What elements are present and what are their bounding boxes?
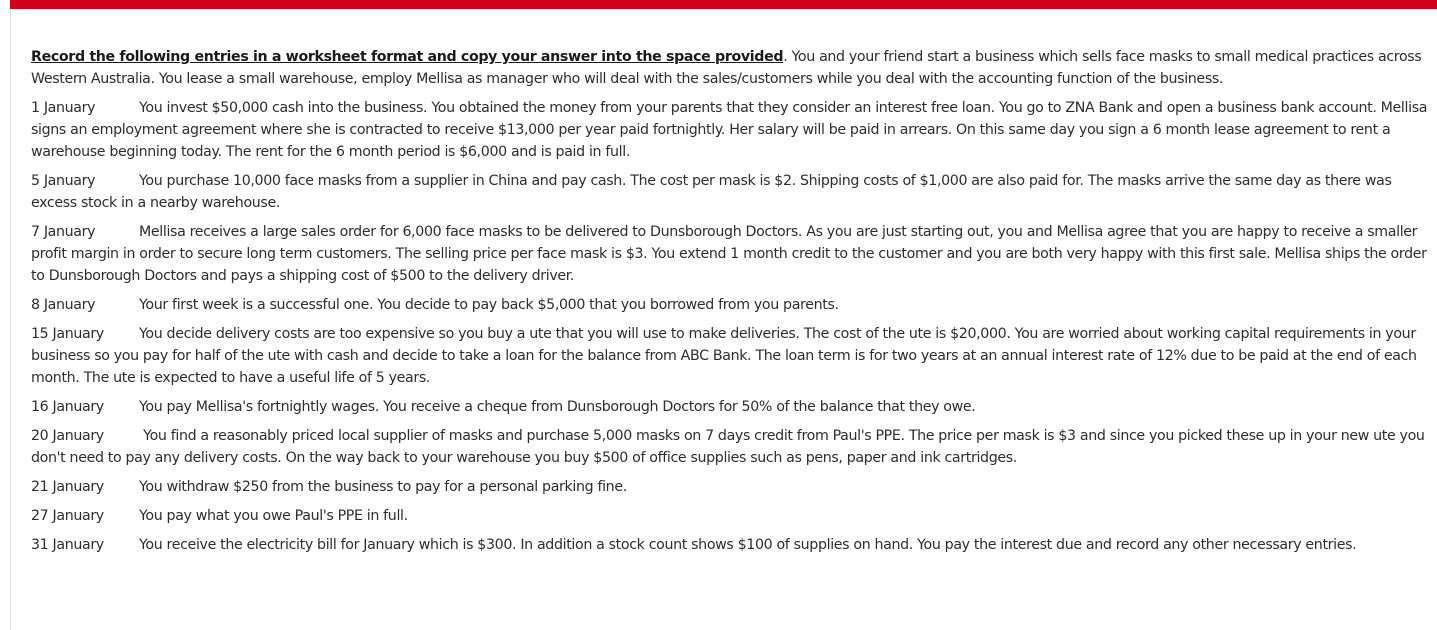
entry-date: 8 January [31, 297, 96, 313]
entry-27-january [31, 505, 1431, 527]
entry-date: 1 January [31, 100, 96, 116]
entry-5-january [31, 170, 1431, 214]
entry-date: 31 January [31, 537, 104, 553]
entry-text: You decide delivery costs are too expensive so you buy a ute that you will use to make deliveries. The cost of the ute is $20,000. You are worried about working capital requirements in your business so you pay for half of the ute with cash and decide to take a loan for the balance from ABC Bank. The loan term is for two years at an annual interest rate of 12% due to be paid at the end of each month. The ute is expected to have a useful life of 5 years. [31, 326, 1417, 386]
entry-date: 20 January [31, 428, 104, 444]
top-accent-bar [10, 0, 1437, 9]
entry-text: Mellisa receives a large sales order for 6,000 face masks to be delivered to Dunsborough Doctors. As you are just starting out, you and Mellisa agree that you are happy to receive a smaller profit margin in order to secure long term customers. The selling price per face mask is $3. You extend 1 month credit to the customer and you are both very happy with this first sale. Mellisa ships the order to Dunsborough Doctors and pays a shipping cost of $500 to the delivery driver. [31, 224, 1427, 284]
question-body [31, 46, 1431, 563]
entry-21-january [31, 476, 1431, 498]
entry-text: You purchase 10,000 face masks from a supplier in China and pay cash. The cost per mask is $2. Shipping costs of $1,000 are also paid for. The masks arrive the same day as there was excess stock in a nearby warehouse. [31, 173, 1392, 211]
instructions-text: . You and your friend start a business which sells face masks to small medical practices across Western Australia. You lease a small warehouse, employ Mellisa as manager who will deal with the sales/customers while you deal with the accounting function of the business. [31, 49, 1422, 87]
entry-date: 27 January [31, 508, 104, 524]
instructions-paragraph [31, 46, 1431, 90]
entry-date: 16 January [31, 399, 104, 415]
entry-text: You find a reasonably priced local supplier of masks and purchase 5,000 masks on 7 days credit from Paul's PPE. The price per mask is $3 and since you picked these up in your new ute you don't need to pay any delivery costs. On the way back to your warehouse you buy $500 of office supplies such as pens, paper and ink cartridges. [31, 428, 1425, 466]
left-border [10, 9, 11, 630]
entry-20-january [31, 425, 1431, 469]
entry-text: You withdraw $250 from the business to pay for a personal parking fine. [139, 479, 627, 495]
entry-15-january [31, 323, 1431, 389]
entry-date: 21 January [31, 479, 104, 495]
entry-text: You pay Mellisa's fortnightly wages. You receive a cheque from Dunsborough Doctors for 50% of the balance that they owe. [139, 399, 976, 415]
entry-text: Your first week is a successful one. You decide to pay back $5,000 that you borrowed from you parents. [139, 297, 839, 313]
entry-text: You pay what you owe Paul's PPE in full. [139, 508, 408, 524]
entry-text: You invest $50,000 cash into the business. You obtained the money from your parents that they consider an interest free loan. You go to ZNA Bank and open a business bank account. Mellisa signs an employment agreement where she is contracted to receive $13,000 per year paid fortnightly. Her salary will be paid in arrears. On this same day you sign a 6 month lease agreement to rent a warehouse beginning today. The rent for the 6 month period is $6,000 and is paid in full. [31, 100, 1428, 160]
entry-text: You receive the electricity bill for January which is $300. In addition a stock count shows $100 of supplies on hand. You pay the interest due and record any other necessary entries. [139, 537, 1357, 553]
entry-date: 7 January [31, 224, 96, 240]
instructions-lead: Record the following entries in a worksheet format and copy your answer into the space provided [31, 49, 784, 65]
entry-8-january [31, 294, 1431, 316]
entry-31-january [31, 534, 1431, 556]
entry-1-january [31, 97, 1431, 163]
entry-16-january [31, 396, 1431, 418]
entry-date: 15 January [31, 326, 104, 342]
entry-date: 5 January [31, 173, 96, 189]
entry-7-january [31, 221, 1431, 287]
